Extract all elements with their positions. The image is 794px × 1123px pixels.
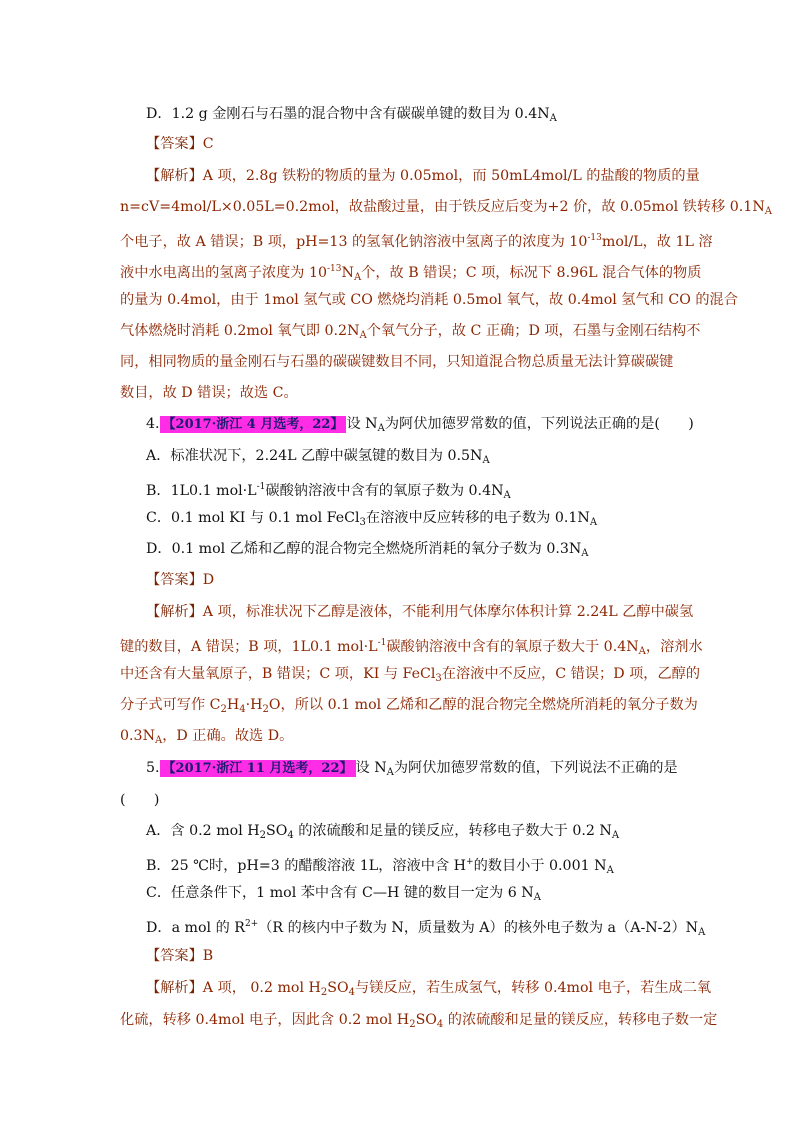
q3-option-d: D．1.2 g 金刚石与石墨的混合物中含有碳碳单键的数目为 $0.4N_A$	[146, 106, 557, 124]
q4-analysis-line-2: 键的数目，A 错误；B 项，1L0.1 $mol\cdot L^{-1}$碳酸钠溶液中含有的氧原子数大于 $0.4N_A$，溶剂水	[120, 638, 703, 657]
q5-answer: 【答案】B	[146, 948, 214, 964]
q5-analysis-line-2: 化硫，转移 0.4mol 电子，因此含 0.2 mol $H_2SO_4$ 的浓硫酸和足量的镁反应，转移电子数一定	[120, 1012, 718, 1030]
q4-stem: 4. 【2017·浙江 4 月选考，22】 设 $N_A$为阿伏加德罗常数的值，下列说法正确的是( )	[146, 416, 694, 434]
q4-option-b: B．1L0.1 $mol\cdot L^{-1}$碳酸钠溶液中含有的氧原子数为 $0.4N_A$	[146, 482, 511, 501]
q3-analysis-line-7: 同，相同物质的量金刚石与石墨的碳碳键数目不同，只知道混合物总质量无法计算碳碳键	[120, 354, 674, 370]
q4-analysis-line-1: 【解析】A 项，标准状况下乙醇是液体，不能利用气体摩尔体积计算 2.24L 乙醇中碳氢	[146, 604, 694, 620]
q5-option-d: D．a mol 的 $R^{2+}(R$ 的核内中子数为 N，质量数为 A）的核外电子数为 $a(A-N-2)N_A$	[146, 919, 706, 938]
q4-analysis-line-5: $0.3N_A$，D 正确。故选 D。	[120, 728, 294, 746]
q5-option-b: B．25 ℃时，pH=3 的醋酸溶液 1L，溶液中含 H+的数目小于 0.001 $N_A$	[146, 857, 614, 876]
q4-option-a: A．标准状况下，2.24L 乙醇中碳氢键的数目为 $0.5N_A$	[146, 448, 490, 466]
q5-analysis-line-1: 【解析】A 项， 0.2 mol $H_2SO_4$与镁反应，若生成氢气，转移 0.4mol 电子，若生成二氧	[146, 980, 712, 998]
q4-option-d: D．0.1 mol 乙烯和乙醇的混合物完全燃烧所消耗的氧分子数为 $0.3N_A$	[146, 541, 589, 559]
q3-analysis-line-1: 【解析】A 项，2.8g 铁粉的物质的量为 0.05mol，而 50mL4mol/L 的盐酸的物质的量	[146, 168, 700, 184]
q3-analysis-line-8: 数目，故 D 错误；故选 C。	[120, 385, 298, 401]
q3-analysis-line-6: 气体燃烧时消耗 0.2mol 氧气即 $0.2N_A$个氧气分子，故 C 正确；D 项，石墨与金刚石结构不	[120, 323, 701, 341]
q5-source-badge: 【2017·浙江 11 月选考，22】	[160, 760, 356, 777]
q3-analysis-line-2: n=cV=4mol/L×0.05L=0.2mol，故盐酸过量，由于铁反应后变为+2 价，故 0.05mol 铁转移 $0.1N_A$	[120, 199, 772, 217]
q5-option-c: C．任意条件下，1 mol 苯中含有 C—H 键的数目一定为 6 $N_A$	[146, 885, 541, 903]
q4-option-c: C．0.1 mol KI 与 0.1 mol FeCl$_3$在溶液中反应转移的电子数为 $0.1N_A$	[146, 510, 598, 528]
q5-paren: ( )	[120, 792, 160, 808]
q3-analysis-line-5: 的量为 0.4mol，由于 1mol 氢气或 CO 燃烧均消耗 0.5mol 氧气，故 0.4mol 氢气和 CO 的混合	[120, 292, 738, 308]
q5-option-a: A．含 0.2 mol $H_2SO_4$ 的浓硫酸和足量的镁反应，转移电子数大于 0.2 $N_A$	[146, 823, 620, 841]
q3-analysis-line-4: 液中水电离出的氢离子浓度为 $10^{-13}N_A$个，故 B 错误；C 项，标况下 8.96L 混合气体的物质	[120, 264, 702, 283]
q3-answer: 【答案】C	[146, 136, 214, 152]
q4-source-badge: 【2017·浙江 4 月选考，22】	[160, 416, 347, 433]
q4-answer: 【答案】D	[146, 572, 215, 588]
q3-analysis-line-3: 个电子，故 A 错误；B 项，pH=13 的氢氧化钠溶液中氢离子的浓度为 $10^{-13}mol/L$，故 1L 溶	[120, 233, 713, 250]
q5-stem: 5. 【2017·浙江 11 月选考，22】 设 $N_A$为阿伏加德罗常数的值，下列说法不正确的是	[146, 760, 678, 778]
q4-analysis-line-3: 中还含有大量氧原子，B 错误；C 项，KI 与 FeCl$_3$在溶液中不反应，C 错误；D 项，乙醇的	[120, 666, 701, 684]
q4-analysis-line-4: 分子式可写作 $C_2H_4\cdot H_2O$，所以 0.1 mol 乙烯和乙醇的混合物完全燃烧所消耗的氧分子数为	[120, 697, 698, 715]
